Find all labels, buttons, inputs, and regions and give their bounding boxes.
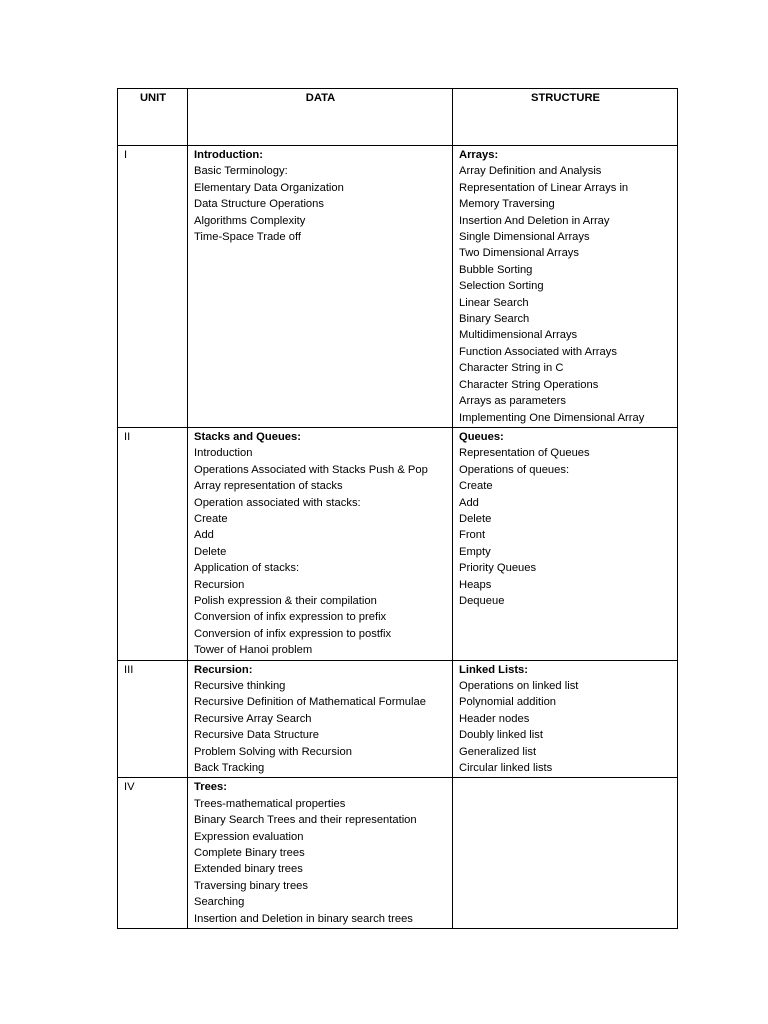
topic-item: Selection Sorting — [459, 280, 544, 293]
topic-item: Insertion And Deletion in Array — [459, 214, 610, 227]
unit-number: II — [118, 427, 188, 660]
topic-item: Data Structure Operations — [194, 198, 324, 211]
data-cell — [188, 146, 453, 428]
topic-item: Priority Queues — [459, 562, 537, 575]
topic-item: Two Dimensional Arrays — [459, 247, 579, 260]
data-cell — [188, 778, 453, 929]
topic-item: Recursive Data Structure — [194, 729, 319, 742]
topic-item: Searching — [194, 896, 245, 909]
structure-section-title: Arrays: — [459, 149, 499, 161]
topic-item: Recursive Array Search — [194, 712, 312, 725]
topic-item: Circular linked lists — [459, 762, 553, 775]
unit-number: IV — [118, 778, 188, 929]
data-section-title: Recursion: — [194, 663, 253, 676]
topic-item: Heaps — [459, 578, 492, 591]
topic-item: Delete — [459, 512, 492, 525]
topic-item: Memory Traversing — [459, 198, 555, 211]
data-cell — [188, 660, 453, 778]
unit-row — [118, 146, 678, 428]
topic-item: Bubble Sorting — [459, 263, 533, 276]
topic-item: Operation associated with stacks: — [194, 496, 361, 509]
structure-section-title: Queues: — [459, 430, 504, 443]
structure-cell — [453, 778, 678, 929]
structure-header: STRUCTURE — [453, 89, 678, 146]
unit-number: I — [118, 146, 188, 428]
topic-item: Representation of Linear Arrays in — [459, 181, 629, 194]
topic-item: Time-Space Trade off — [194, 231, 301, 244]
topic-item: Polish expression & their compilation — [194, 594, 377, 607]
topic-item: Multidimensional Arrays — [459, 329, 578, 342]
topic-item: Problem Solving with Recursion — [194, 745, 352, 758]
topic-item: Introduction — [194, 447, 253, 460]
topic-item: Create — [194, 512, 228, 525]
topic-item: Polynomial addition — [459, 696, 557, 709]
data-section-title: Trees: — [194, 781, 227, 794]
topic-item: Doubly linked list — [459, 729, 543, 742]
syllabus-table — [117, 88, 678, 929]
topic-item: Basic Terminology: — [194, 165, 288, 178]
topic-item: Empty — [459, 545, 491, 558]
topic-item: Back Tracking — [194, 762, 265, 775]
topic-item: Arrays as parameters — [459, 395, 566, 408]
header-row — [118, 89, 678, 146]
topic-item: Representation of Queues — [459, 447, 590, 460]
topic-item: Single Dimensional Arrays — [459, 231, 590, 244]
topic-item: Header nodes — [459, 712, 530, 725]
topic-item: Trees-mathematical properties — [194, 797, 346, 810]
unit-row — [118, 660, 678, 778]
table-body — [118, 146, 678, 929]
topic-item: Front — [459, 529, 486, 542]
topic-item: Array Definition and Analysis — [459, 165, 602, 178]
data-header: DATA — [188, 89, 453, 146]
topic-item: Operations of queues: — [459, 463, 570, 476]
topic-item: Traversing binary trees — [194, 879, 308, 892]
topic-item: Application of stacks: — [194, 562, 300, 575]
data-section-title: Introduction: — [194, 149, 263, 161]
topic-item: Operations on linked list — [459, 680, 579, 692]
unit-header: UNIT — [118, 89, 188, 146]
topic-item: Recursive thinking — [194, 680, 286, 692]
topic-item: Linear Search — [459, 296, 529, 309]
topic-item: Extended binary trees — [194, 863, 303, 876]
topic-item: Create — [459, 480, 493, 493]
topic-item: Tower of Hanoi problem — [194, 644, 313, 657]
topic-item: Character String Operations — [459, 378, 599, 391]
topic-item: Array representation of stacks — [194, 480, 343, 493]
topic-item: Operations Associated with Stacks Push & Pop — [194, 463, 428, 476]
structure-cell — [453, 146, 678, 428]
topic-item: Conversion of infix expression to prefix — [194, 611, 387, 624]
topic-item: Elementary Data Organization — [194, 181, 344, 194]
unit-number: III — [118, 660, 188, 778]
structure-cell — [453, 427, 678, 660]
topic-item: Generalized list — [459, 745, 537, 758]
topic-item: Binary Search — [459, 313, 530, 326]
topic-item: Function Associated with Arrays — [459, 345, 617, 358]
topic-item: Binary Search Trees and their representation — [194, 814, 417, 827]
topic-item: Add — [194, 529, 214, 542]
topic-item: Conversion of infix expression to postfix — [194, 627, 392, 640]
unit-row — [118, 778, 678, 929]
topic-item: Dequeue — [459, 594, 505, 607]
topic-item: Complete Binary trees — [194, 847, 305, 860]
topic-item: Recursion — [194, 578, 245, 591]
structure-cell — [453, 660, 678, 778]
data-section-title: Stacks and Queues: — [194, 430, 301, 443]
topic-item: Character String in C — [459, 362, 564, 375]
topic-item: Expression evaluation — [194, 830, 304, 843]
topic-item: Insertion and Deletion in binary search trees — [194, 912, 413, 925]
topic-item: Implementing One Dimensional Array — [459, 411, 645, 424]
data-cell — [188, 427, 453, 660]
unit-row — [118, 427, 678, 660]
topic-item: Recursive Definition of Mathematical Formulae — [194, 696, 426, 709]
topic-item: Add — [459, 496, 479, 509]
topic-item: Algorithms Complexity — [194, 214, 306, 227]
structure-section-title: Linked Lists: — [459, 663, 528, 676]
topic-item: Delete — [194, 545, 227, 558]
